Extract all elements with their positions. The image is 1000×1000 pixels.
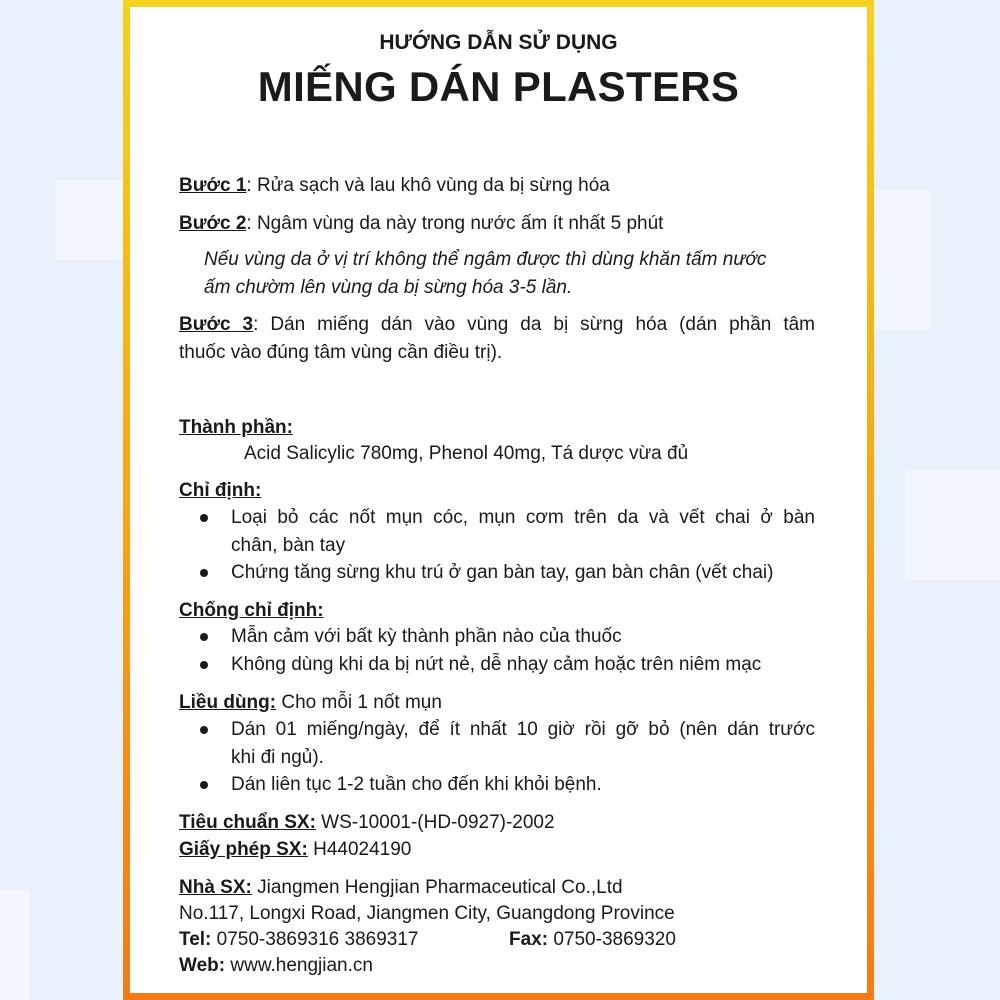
background-tile [55,180,130,260]
license-label: Giấy phép SX: [179,839,308,860]
step-2-note-line-2: ấm chườm lên vùng da bị sừng hóa 3-5 lần. [204,277,573,298]
step-1 [179,173,610,199]
manufacturer-fax [509,927,676,953]
manufacturer-tel [179,927,418,953]
bullet-icon [200,514,208,522]
web-value: www.hengjian.cn [225,955,373,976]
web-label: Web: [179,955,226,976]
step-2-text: : Ngâm vùng da này trong nước ấm ít nhất 5 phút [246,213,664,234]
license [179,837,411,863]
indication-item-1-line-2: chân, bàn tay [231,535,346,556]
step-3 [179,312,815,338]
indications-label: Chỉ định: [179,480,262,501]
standard-value: WS-10001-(HD-0927)-2002 [315,812,555,833]
background-tile [0,890,30,1000]
manufacturer-address: No.117, Longxi Road, Jiangmen City, Guangdong Province [179,903,675,924]
composition-label: Thành phần: [179,417,293,438]
bullet-icon [200,633,208,641]
step-3-text-line-2: thuốc vào đúng tâm vùng cần điều trị). [179,342,503,363]
dosage-label: Liều dùng: [179,692,277,713]
tel-value: 0750-3869316 3869317 [211,929,419,950]
tel-label: Tel: [179,929,212,950]
dosage-item-2: Dán liên tục 1-2 tuần cho đến khi khỏi bệnh. [231,774,602,795]
step-3-text-line-1: : Dán miếng dán vào vùng da bị sừng hóa (dán phần tâm [253,314,815,335]
composition-text: Acid Salicylic 780mg, Phenol 40mg, Tá dược vừa đủ [244,443,689,464]
step-2-note-line-1: Nếu vùng da ở vị trí không thể ngâm được thì dùng khăn tấm nước [204,249,767,270]
step-2 [179,211,663,237]
bullet-icon [200,726,208,734]
subtitle: HƯỚNG DẪN SỬ DỤNG [379,31,618,54]
fax-value: 0750-3869320 [548,929,676,950]
bullet-icon [200,661,208,669]
indication-item-2: Chứng tăng sừng khu trú ở gan bàn tay, gan bàn chân (vết chai) [231,562,774,583]
fax-label: Fax: [509,929,549,950]
contraindication-item-1: Mẫn cảm với bất kỳ thành phần nào của thuốc [231,626,622,647]
dosage-item-1-line-1: Dán 01 miếng/ngày, để ít nhất 10 giờ rồi gỡ bỏ (nên dán trước [231,719,815,740]
step-2-label: Bước 2 [179,213,247,234]
contraindications-label: Chống chỉ định: [179,600,324,621]
manufacturer-web [179,953,373,979]
bullet-icon [200,781,208,789]
instruction-sheet [130,7,867,993]
dosage-text: Cho mỗi 1 nốt mụn [276,692,442,713]
indication-item-1-line-1: Loại bỏ các nốt mụn cóc, mụn cơm trên da và vết chai ở bàn [231,507,815,528]
license-value: H44024190 [307,839,412,860]
standard-label: Tiêu chuẩn SX: [179,812,316,833]
bullet-icon [200,569,208,577]
step-1-label: Bước 1 [179,175,247,196]
standard [179,810,555,836]
dosage-item-1-line-2: khi đi ngủ). [231,747,324,768]
contraindication-item-2: Không dùng khi da bị nứt nẻ, dễ nhạy cảm hoặc trên niêm mạc [231,654,762,675]
background-tile [905,470,1000,580]
step-1-text: : Rửa sạch và lau khô vùng da bị sừng hóa [246,175,610,196]
dosage [179,690,442,716]
manufacturer [179,875,623,901]
manufacturer-name: Jiangmen Hengjian Pharmaceutical Co.,Ltd [251,877,623,898]
manufacturer-label: Nhà SX: [179,877,252,898]
page-title: MIẾNG DÁN PLASTERS [257,63,740,110]
step-3-label: Bước 3 [179,314,254,335]
background-tile [870,190,930,330]
